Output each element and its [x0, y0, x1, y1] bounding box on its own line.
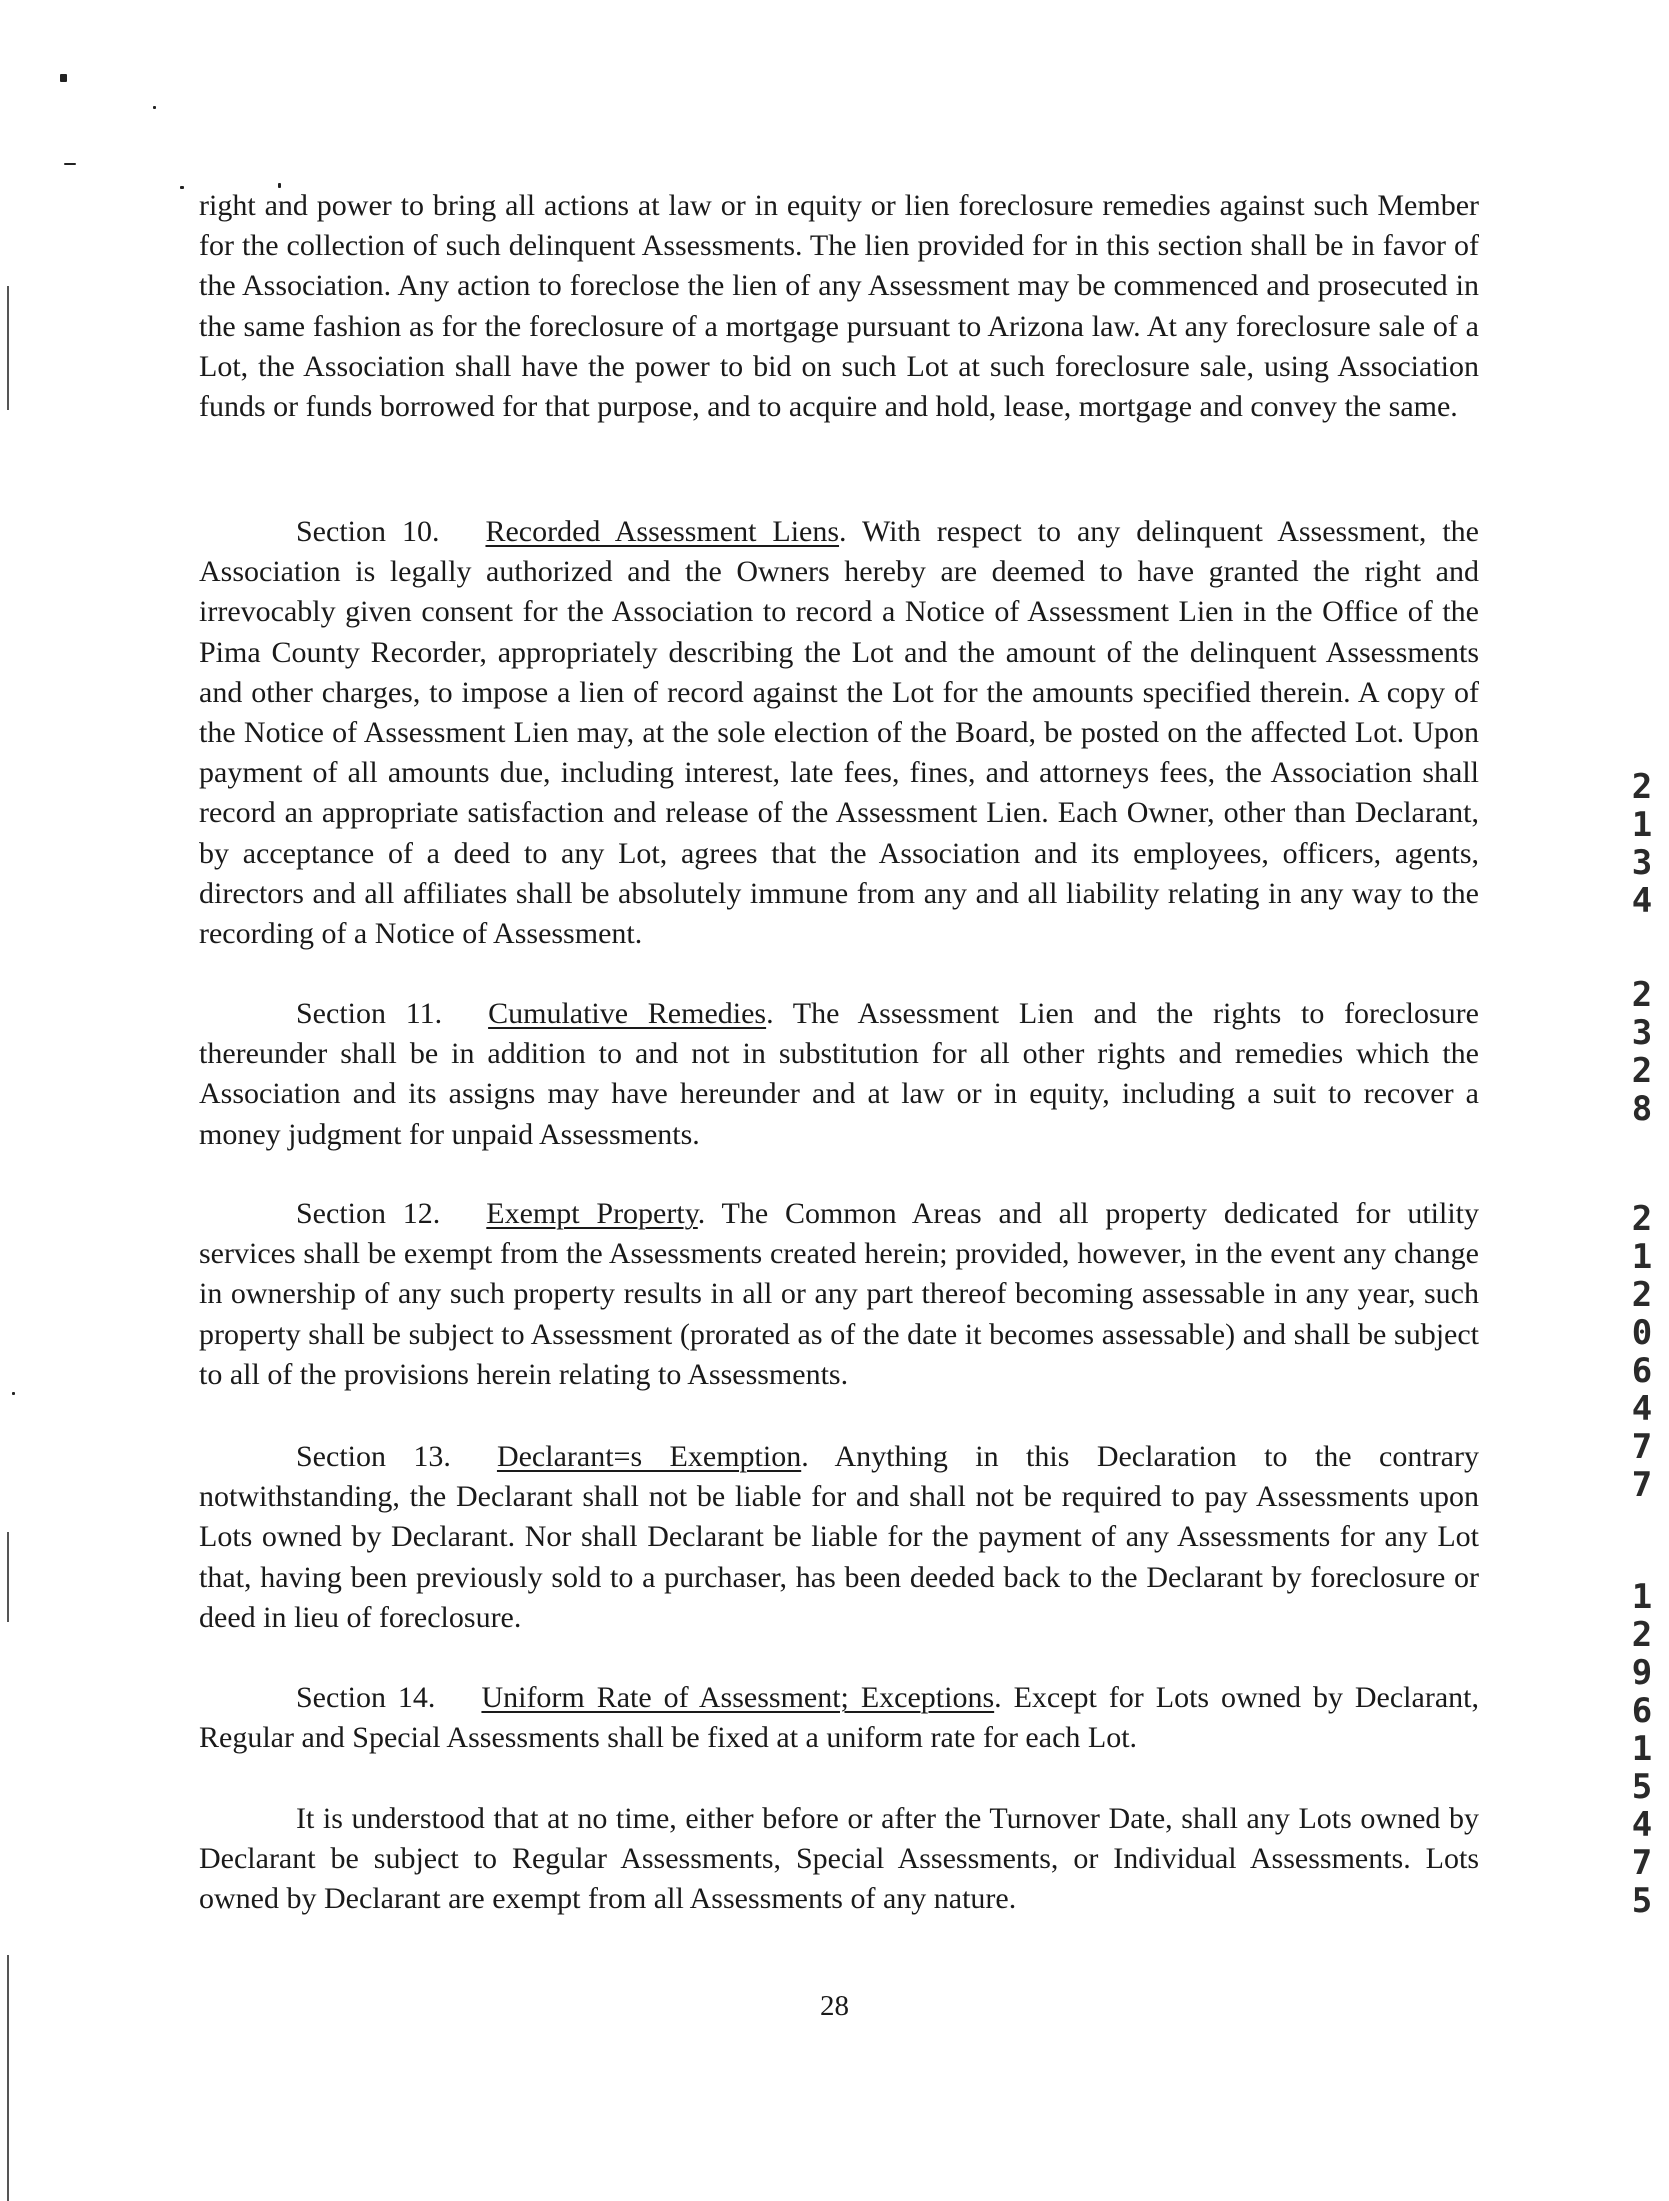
stamp-digit: 3 — [1631, 843, 1653, 883]
section-body: . The Common Areas and all property dedicated for utility services shall be exempt from the Assessments created herein; provided, however, in the event any change in ownership of any such property results in all or any part thereof becoming assessable in any year, such property shall be subject to Assessment (prorated as of the date it becomes assessable) and shall be subject to all of the provisions herein relating to Assessments. — [199, 1197, 1479, 1391]
stamp-digit: 9 — [1631, 1653, 1653, 1693]
stamp-digit: 3 — [1631, 1013, 1653, 1053]
stamp-digit: 2 — [1631, 1199, 1653, 1239]
page-number: 28 — [820, 1990, 849, 2022]
section-14 — [199, 1678, 1479, 1758]
paragraph-body: right and power to bring all actions at law or in equity or lien foreclosure remedies against such Member for the collection of such delinquent Assessments. The lien provided for in this section shall be in favor of the Association. Any action to foreclose the lien of any Assessment may be commenced and prosecuted in the same fashion as for the foreclosure of a mortgage pursuant to Arizona law. At any foreclosure sale of a Lot, the Association shall have the power to bid on such Lot at such foreclosure sale, using Association funds or funds borrowed for that purpose, and to acquire and hold, lease, mortgage and convey the same. — [199, 189, 1479, 424]
section-heading: Cumulative Remedies — [488, 997, 767, 1030]
scan-speck — [153, 106, 156, 109]
section-heading: Declarant=s Exemption — [496, 1440, 802, 1473]
section-label: Section 12. — [296, 1197, 441, 1230]
section-heading: Uniform Rate of Assessment; Exceptions — [481, 1681, 995, 1714]
section-body: . With respect to any delinquent Assessment, the Association is legally authorized and the Owners hereby are deemed to have granted the right and irrevocably given consent for the Association to record a Notice of Assessment Lien in the Office of the Pima County Recorder, appropriately describing the Lot and the amount of the delinquent Assessments and other charges, to impose a lien of record against the Lot for the amounts specified therein. A copy of the Notice of Assessment Lien may, at the sole election of the Board, be posted on the affected Lot. Upon payment of all amounts due, including interest, late fees, fines, and attorneys fees, the Association shall record an appropriate satisfaction and release of the Assessment Lien. Each Owner, other than Declarant, by acceptance of a deed to any Lot, agrees that the Association and its employees, officers, agents, directors and all affiliates shall be absolutely immune from any and all liability relating in any way to the recording of a Notice of Assessment. — [199, 515, 1479, 951]
stamp-digit: 2 — [1631, 1275, 1653, 1315]
recording-stamp-group-2 — [1622, 976, 1662, 1128]
recording-stamp-group-4 — [1622, 1578, 1662, 1920]
recording-stamp-group-3 — [1622, 1200, 1662, 1504]
stamp-digit: 4 — [1631, 1389, 1653, 1429]
paragraph-closing — [199, 1799, 1479, 1920]
stamp-digit: 5 — [1631, 1767, 1653, 1807]
stamp-digit: 2 — [1631, 767, 1653, 807]
scan-line — [7, 1532, 9, 1622]
stamp-digit: 7 — [1631, 1465, 1653, 1505]
section-13 — [199, 1437, 1479, 1638]
stamp-digit: 8 — [1631, 1089, 1653, 1129]
section-heading: Recorded Assessment Liens — [485, 515, 840, 548]
scan-line — [7, 286, 9, 410]
section-body: . Anything in this Declaration to the contrary notwithstanding, the Declarant shall not be liable for and shall not be required to pay Assessments upon Lots owned by Declarant. Nor shall Declarant be liable for the payment of any Assessments for any Lot that, having been previously sold to a purchaser, has been deeded back to the Declarant by foreclosure or deed in lieu of foreclosure. — [199, 1440, 1479, 1634]
scan-speck — [180, 186, 184, 189]
paragraph-body: It is understood that at no time, either before or after the Turnover Date, shall any Lots owned by Declarant be subject to Regular Assessments, Special Assessments, or Individual Assessments. Lots owned by Declarant are exempt from all Assessments of any nature. — [199, 1802, 1479, 1916]
section-body: . Except for Lots owned by Declarant, Regular and Special Assessments shall be fixed at a uniform rate for each Lot. — [199, 1681, 1479, 1755]
scan-speck — [12, 1392, 15, 1395]
paragraph-continuation — [199, 186, 1479, 427]
recording-stamp-group-1 — [1622, 768, 1662, 920]
section-12 — [199, 1194, 1479, 1395]
stamp-digit: 6 — [1631, 1691, 1653, 1731]
stamp-digit: 5 — [1631, 1881, 1653, 1921]
section-label: Section 14. — [296, 1681, 436, 1714]
section-label: Section 10. — [296, 515, 440, 548]
stamp-digit: 1 — [1631, 1729, 1653, 1769]
section-label: Section 13. — [296, 1440, 451, 1473]
stamp-digit: 2 — [1631, 1615, 1653, 1655]
stamp-digit: 0 — [1631, 1313, 1653, 1353]
stamp-digit: 2 — [1631, 1051, 1653, 1091]
scan-speck — [64, 163, 76, 165]
section-11 — [199, 994, 1479, 1155]
stamp-digit: 1 — [1631, 1237, 1653, 1277]
section-10 — [199, 512, 1479, 954]
section-body: . The Assessment Lien and the rights to foreclosure thereunder shall be in addition to and not in substitution for all other rights and remedies which the Association and its assigns may have hereunder and at law or in equity, including a suit to recover a money judgment for unpaid Assessments. — [199, 997, 1479, 1151]
section-heading: Exempt Property — [486, 1197, 698, 1230]
scan-speck — [60, 74, 67, 82]
stamp-digit: 4 — [1631, 1805, 1653, 1845]
stamp-digit: 6 — [1631, 1351, 1653, 1391]
stamp-digit: 1 — [1631, 1577, 1653, 1617]
stamp-digit: 2 — [1631, 975, 1653, 1015]
section-label: Section 11. — [296, 997, 443, 1030]
stamp-digit: 7 — [1631, 1843, 1653, 1883]
stamp-digit: 4 — [1631, 881, 1653, 921]
stamp-digit: 1 — [1631, 805, 1653, 845]
stamp-digit: 7 — [1631, 1427, 1653, 1467]
